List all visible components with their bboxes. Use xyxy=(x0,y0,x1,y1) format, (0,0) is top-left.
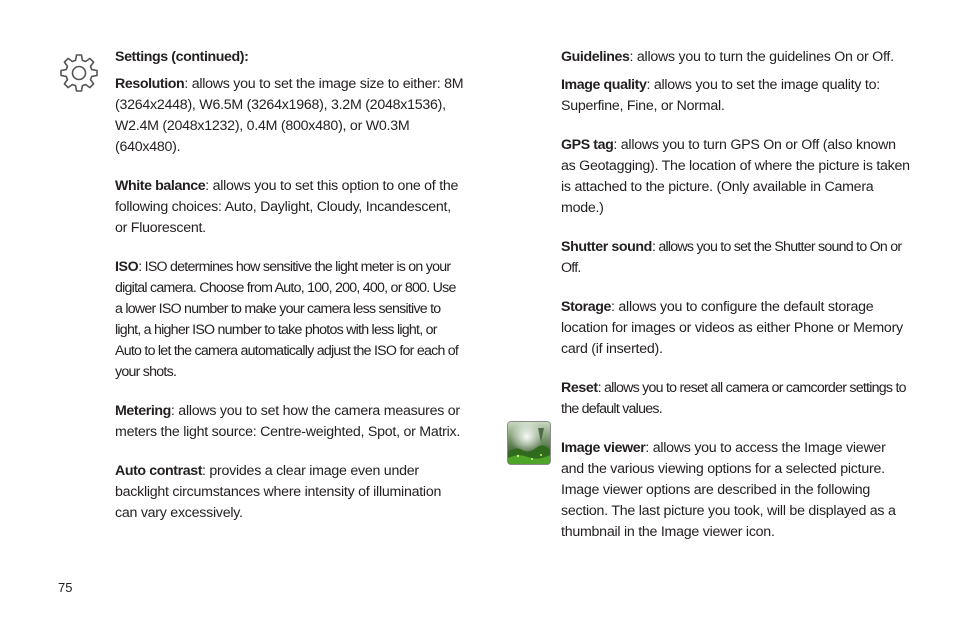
white-balance-paragraph xyxy=(115,176,465,239)
shutter-sound-text: : allows you to set the Shutter sound to On or Off. xyxy=(561,239,902,276)
reset-paragraph xyxy=(561,378,911,420)
image-viewer-paragraph xyxy=(561,438,911,543)
white-balance-term: White balance xyxy=(115,178,206,194)
reset-text: : allows you to reset all camera or camcorder settings to the default values. xyxy=(561,380,906,417)
resolution-term: Resolution xyxy=(115,76,185,92)
shutter-sound-term: Shutter sound xyxy=(561,239,652,255)
guidelines-text: : allows you to turn the guidelines On or Off. xyxy=(629,49,894,65)
page-number: 75 xyxy=(58,580,73,595)
iso-paragraph xyxy=(115,257,465,383)
iso-text: : ISO determines how sensitive the light meter is on your digital camera. Choose from Auto, 100, 200, 400, or 800. Use a lower ISO number to make your camera less sensitive to light, a higher ISO number to take photos with less light, or Auto to let the camera automatically adjust the ISO for each of your shots. xyxy=(115,259,459,380)
guidelines-paragraph xyxy=(561,47,911,68)
iso-term: ISO xyxy=(115,259,139,275)
auto-contrast-term: Auto contrast xyxy=(115,463,203,479)
image-viewer-icon xyxy=(507,421,551,465)
guidelines-term: Guidelines xyxy=(561,49,630,65)
gear-icon xyxy=(58,52,100,94)
section-heading: Settings (continued): xyxy=(115,49,249,65)
storage-term: Storage xyxy=(561,299,612,315)
auto-contrast-paragraph xyxy=(115,461,465,524)
left-column xyxy=(115,47,465,542)
image-quality-term: Image quality xyxy=(561,77,647,93)
resolution-text: : allows you to set the image size to either: 8M (3264x2448), W6.5M (3264x1968), 3.2M (2048x1536), W2.4M (2048x1232), 0.4M (800x480), or W0.3M (640x480). xyxy=(115,76,464,155)
storage-text: : allows you to configure the default storage location for images or videos as either Phone or Memory card (if inserted). xyxy=(561,299,903,357)
image-viewer-text: : allows you to access the Image viewer and the various viewing options for a selected picture. Image viewer options are described in the following section. The last picture you took, will be displayed as a thumbnail in the Image viewer icon. xyxy=(561,440,896,540)
white-balance-text: : allows you to set this option to one of the following choices: Auto, Daylight, Cloudy, Incandescent, or Fluorescent. xyxy=(115,178,459,236)
gps-tag-paragraph xyxy=(561,135,911,219)
image-quality-paragraph xyxy=(561,75,911,117)
right-column xyxy=(561,47,911,561)
image-viewer-thumbnail xyxy=(508,422,550,464)
gps-tag-text: : allows you to turn GPS On or Off (also known as Geotagging). The location of where the picture is taken is attached to the picture. (Only available in Camera mode.) xyxy=(561,137,910,216)
shutter-sound-paragraph xyxy=(561,237,911,279)
auto-contrast-text: : provides a clear image even under backlight circumstances where intensity of illumination can vary excessively. xyxy=(115,463,442,521)
reset-term: Reset xyxy=(561,380,598,396)
storage-paragraph xyxy=(561,297,911,360)
metering-term: Metering xyxy=(115,403,171,419)
resolution-paragraph xyxy=(115,74,465,158)
image-viewer-term: Image viewer xyxy=(561,440,646,456)
image-quality-text: : allows you to set the image quality to: Superfine, Fine, or Normal. xyxy=(561,77,880,114)
metering-text: : allows you to set how the camera measures or meters the light source: Centre-weighted, Spot, or Matrix. xyxy=(115,403,461,440)
metering-paragraph xyxy=(115,401,465,443)
gps-tag-term: GPS tag xyxy=(561,137,614,153)
